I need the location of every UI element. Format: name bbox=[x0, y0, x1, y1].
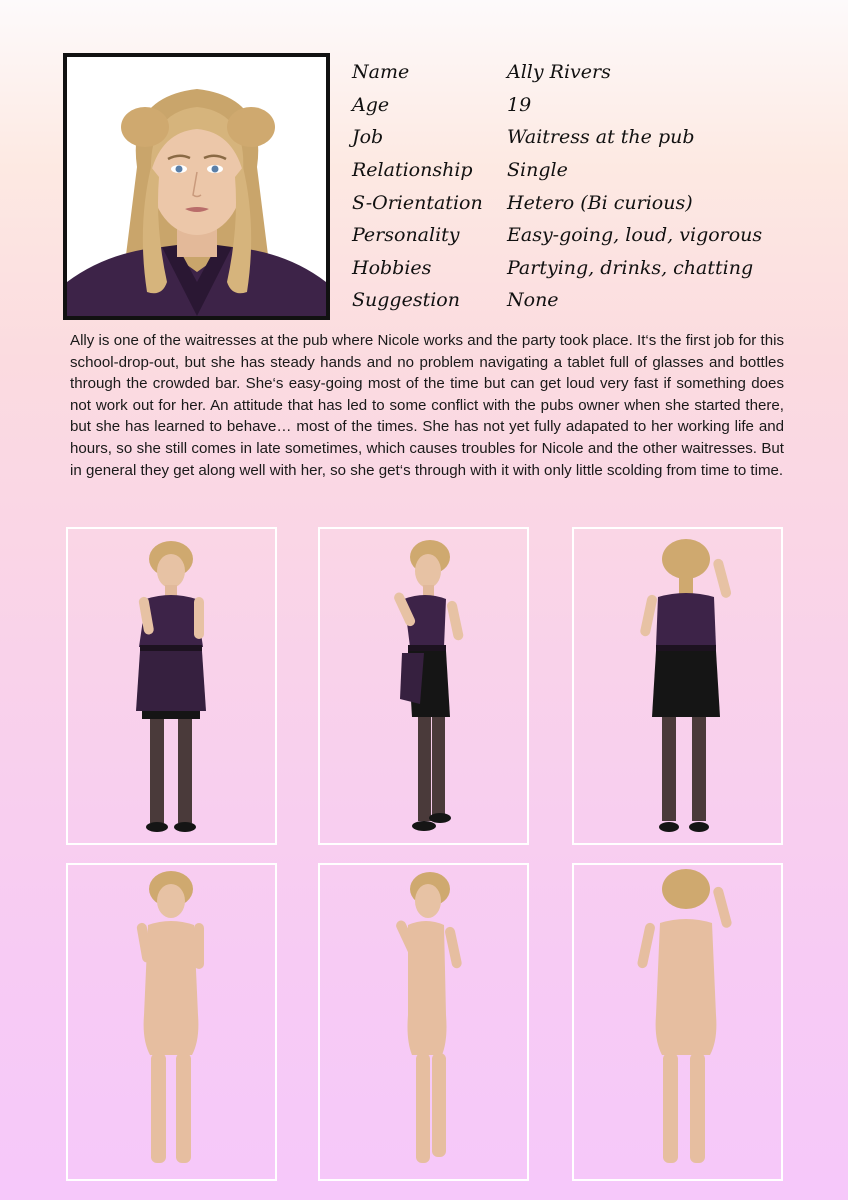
profile-table bbox=[352, 56, 822, 317]
pose-image-front-clothed bbox=[66, 527, 277, 845]
relationship-label: Relationship bbox=[352, 159, 473, 182]
portrait-image bbox=[63, 53, 330, 320]
pose-image-side-clothed bbox=[318, 527, 529, 845]
name-label: Name bbox=[352, 61, 410, 84]
orientation-label: S-Orientation bbox=[352, 191, 483, 214]
job-label: Job bbox=[352, 126, 384, 149]
pose-image-side-unclothed bbox=[318, 863, 529, 1181]
pose-image-back-unclothed bbox=[572, 863, 783, 1181]
relationship-value: Single bbox=[507, 159, 568, 182]
profile-row-job bbox=[352, 121, 822, 154]
personality-value: Easy-going, loud, vigorous bbox=[507, 224, 763, 247]
profile-row-orientation bbox=[352, 186, 822, 219]
personality-label: Personality bbox=[352, 224, 460, 247]
profile-row-suggestion bbox=[352, 284, 822, 317]
age-value: 19 bbox=[507, 93, 532, 116]
name-value: Ally Rivers bbox=[507, 61, 611, 84]
hobbies-value: Partying, drinks, chatting bbox=[507, 256, 754, 279]
pose-image-back-clothed bbox=[572, 527, 783, 845]
profile-row-hobbies bbox=[352, 252, 822, 285]
age-label: Age bbox=[352, 93, 390, 116]
job-value: Waitress at the pub bbox=[507, 126, 695, 149]
orientation-value: Hetero (Bi curious) bbox=[507, 191, 693, 214]
suggestion-value: None bbox=[507, 289, 559, 312]
bio-paragraph: Ally is one of the waitresses at the pub where Nicole works and the party took place. It‘s the first job for this school-drop-out, but she has steady hands and no problem navigating a tablet full of glasses and bottles through the crowded bar. She‘s easy-going most of the time but can get loud very fast if something does not work out for her. An attitude that has led to some conflict with the pubs owner when she started there, but she has learned to behave… most of the times. She has not yet fully adapated to her working life and hours, so she still comes in late sometimes, which causes troubles for Nicole and the other waitresses. But in general they get along well with her, so she get‘s through with it with only little scolding from time to time. bbox=[70, 332, 784, 479]
profile-row-personality bbox=[352, 219, 822, 252]
profile-row-name bbox=[352, 56, 822, 89]
hobbies-label: Hobbies bbox=[352, 256, 432, 279]
profile-row-relationship bbox=[352, 154, 822, 187]
suggestion-label: Suggestion bbox=[352, 289, 460, 312]
profile-row-age bbox=[352, 89, 822, 122]
pose-image-front-unclothed bbox=[66, 863, 277, 1181]
